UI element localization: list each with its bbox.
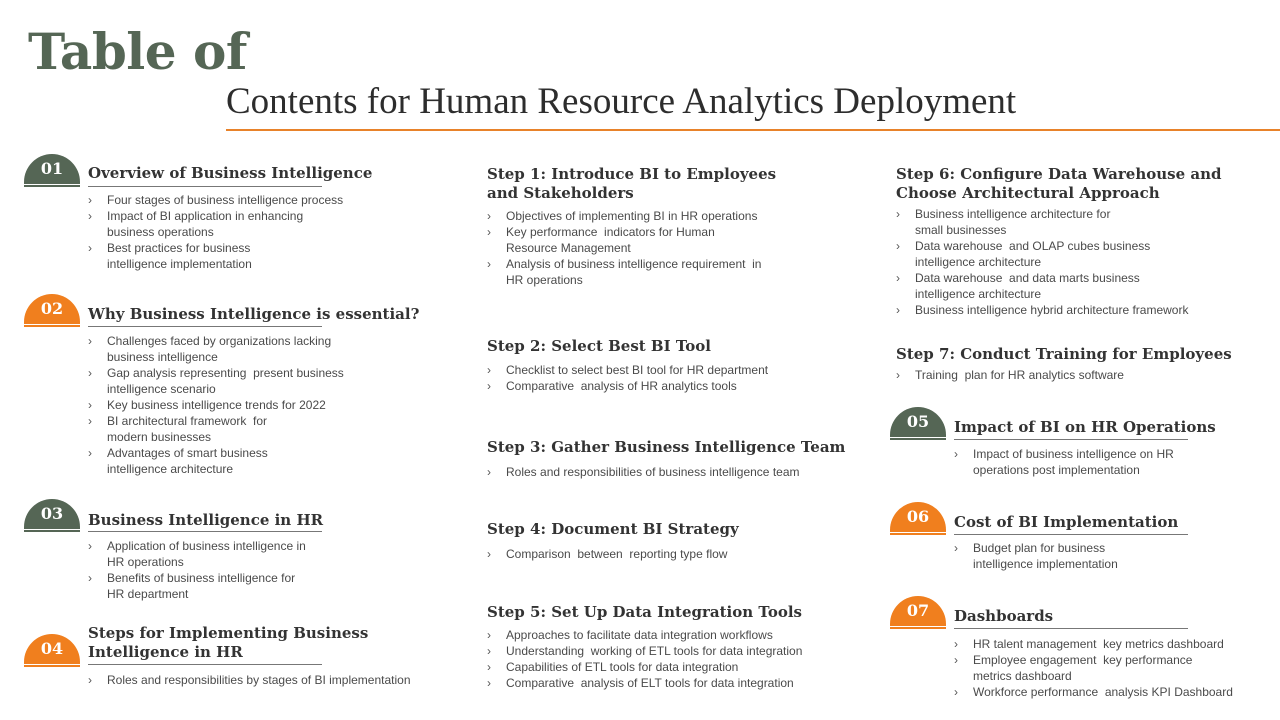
badge-underline bbox=[890, 438, 946, 440]
title-rule bbox=[226, 129, 1280, 131]
section-title[interactable]: Why Business Intelligence is essential? bbox=[88, 305, 420, 323]
bullet-list bbox=[487, 362, 768, 394]
badge-underline bbox=[24, 325, 80, 327]
bullet-list bbox=[487, 627, 802, 691]
list-item[interactable]: › Checklist to select best BI tool for HR department bbox=[487, 362, 768, 378]
list-item[interactable]: › HR talent management key metrics dashboard bbox=[954, 636, 1233, 652]
section-title-underline bbox=[88, 531, 322, 532]
list-item[interactable]: › Business intelligence architecture for small businesses bbox=[896, 206, 1188, 238]
section-title-underline bbox=[88, 186, 322, 187]
list-item[interactable]: › Understanding working of ETL tools for data integration bbox=[487, 643, 802, 659]
list-item[interactable]: › Key performance indicators for Human Resource Management bbox=[487, 224, 761, 256]
section-title[interactable]: Overview of Business Intelligence bbox=[88, 164, 373, 182]
list-item[interactable]: › Analysis of business intelligence requirement in HR operations bbox=[487, 256, 761, 288]
section-number-badge: 07 bbox=[890, 596, 946, 626]
bullet-list bbox=[896, 367, 1124, 383]
bullet-list bbox=[88, 538, 306, 602]
bullet-list bbox=[954, 446, 1174, 478]
badge-underline bbox=[24, 185, 80, 187]
list-item[interactable]: › Challenges faced by organizations lacking business intelligence bbox=[88, 333, 344, 365]
step-title[interactable]: Step 3: Gather Business Intelligence Team bbox=[487, 438, 846, 456]
section-title[interactable]: Steps for Implementing Business Intelligence in HR bbox=[88, 624, 369, 661]
bullet-list bbox=[487, 546, 727, 562]
bullet-list bbox=[896, 206, 1188, 318]
list-item[interactable]: › Data warehouse and data marts business intelligence architecture bbox=[896, 270, 1188, 302]
section-number-badge: 05 bbox=[890, 407, 946, 437]
list-item[interactable]: › Training plan for HR analytics software bbox=[896, 367, 1124, 383]
list-item[interactable]: › Employee engagement key performance metrics dashboard bbox=[954, 652, 1233, 684]
list-item[interactable]: › Roles and responsibilities of business intelligence team bbox=[487, 464, 800, 480]
step-title[interactable]: Step 1: Introduce BI to Employees and Stakeholders bbox=[487, 165, 777, 202]
list-item[interactable]: › Application of business intelligence in HR operations bbox=[88, 538, 306, 570]
section-title[interactable]: Cost of BI Implementation bbox=[954, 513, 1179, 531]
list-item[interactable]: › Advantages of smart business intelligence architecture bbox=[88, 445, 344, 477]
step-title[interactable]: Step 7: Conduct Training for Employees bbox=[896, 345, 1232, 363]
list-item[interactable]: › Business intelligence hybrid architecture framework bbox=[896, 302, 1188, 318]
bullet-list bbox=[88, 192, 343, 272]
bullet-list bbox=[487, 464, 800, 480]
list-item[interactable]: › BI architectural framework for modern businesses bbox=[88, 413, 344, 445]
list-item[interactable]: › Gap analysis representing present business intelligence scenario bbox=[88, 365, 344, 397]
list-item[interactable]: › Best practices for business intelligence implementation bbox=[88, 240, 343, 272]
section-title-underline bbox=[88, 664, 322, 665]
section-number-badge: 06 bbox=[890, 502, 946, 532]
list-item[interactable]: › Impact of BI application in enhancing business operations bbox=[88, 208, 343, 240]
bullet-list bbox=[954, 540, 1118, 572]
bullet-list bbox=[88, 672, 411, 688]
list-item[interactable]: › Four stages of business intelligence process bbox=[88, 192, 343, 208]
badge-underline bbox=[890, 533, 946, 535]
list-item[interactable]: › Capabilities of ETL tools for data integration bbox=[487, 659, 802, 675]
step-title[interactable]: Step 5: Set Up Data Integration Tools bbox=[487, 603, 802, 621]
step-title[interactable]: Step 2: Select Best BI Tool bbox=[487, 337, 711, 355]
title-line-2: Contents for Human Resource Analytics Deployment bbox=[226, 81, 1017, 122]
bullet-list bbox=[88, 333, 344, 477]
section-title-underline bbox=[954, 439, 1188, 440]
list-item[interactable]: › Workforce performance analysis KPI Dashboard bbox=[954, 684, 1233, 700]
list-item[interactable]: › Impact of business intelligence on HR operations post implementation bbox=[954, 446, 1174, 478]
list-item[interactable]: › Benefits of business intelligence for HR department bbox=[88, 570, 306, 602]
section-number-badge: 01 bbox=[24, 154, 80, 184]
bullet-list bbox=[954, 636, 1233, 700]
badge-underline bbox=[24, 665, 80, 667]
section-title-underline bbox=[88, 326, 322, 327]
list-item[interactable]: › Data warehouse and OLAP cubes business intelligence architecture bbox=[896, 238, 1188, 270]
section-title-underline bbox=[954, 534, 1188, 535]
section-title[interactable]: Business Intelligence in HR bbox=[88, 511, 324, 529]
title-line-1: Table of bbox=[28, 22, 247, 81]
list-item[interactable]: › Budget plan for business intelligence implementation bbox=[954, 540, 1118, 572]
step-title[interactable]: Step 6: Configure Data Warehouse and Choose Architectural Approach bbox=[896, 165, 1222, 202]
section-number-badge: 04 bbox=[24, 634, 80, 664]
list-item[interactable]: › Comparison between reporting type flow bbox=[487, 546, 727, 562]
section-number-badge: 02 bbox=[24, 294, 80, 324]
section-number-badge: 03 bbox=[24, 499, 80, 529]
list-item[interactable]: › Approaches to facilitate data integration workflows bbox=[487, 627, 802, 643]
list-item[interactable]: › Roles and responsibilities by stages of BI implementation bbox=[88, 672, 411, 688]
list-item[interactable]: › Comparative analysis of HR analytics tools bbox=[487, 378, 768, 394]
section-title[interactable]: Impact of BI on HR Operations bbox=[954, 418, 1216, 436]
list-item[interactable]: › Comparative analysis of ELT tools for data integration bbox=[487, 675, 802, 691]
step-title[interactable]: Step 4: Document BI Strategy bbox=[487, 520, 739, 538]
section-title-underline bbox=[954, 628, 1188, 629]
badge-underline bbox=[890, 627, 946, 629]
list-item[interactable]: › Objectives of implementing BI in HR operations bbox=[487, 208, 761, 224]
badge-underline bbox=[24, 530, 80, 532]
section-title[interactable]: Dashboards bbox=[954, 607, 1054, 625]
bullet-list bbox=[487, 208, 761, 288]
list-item[interactable]: › Key business intelligence trends for 2022 bbox=[88, 397, 344, 413]
